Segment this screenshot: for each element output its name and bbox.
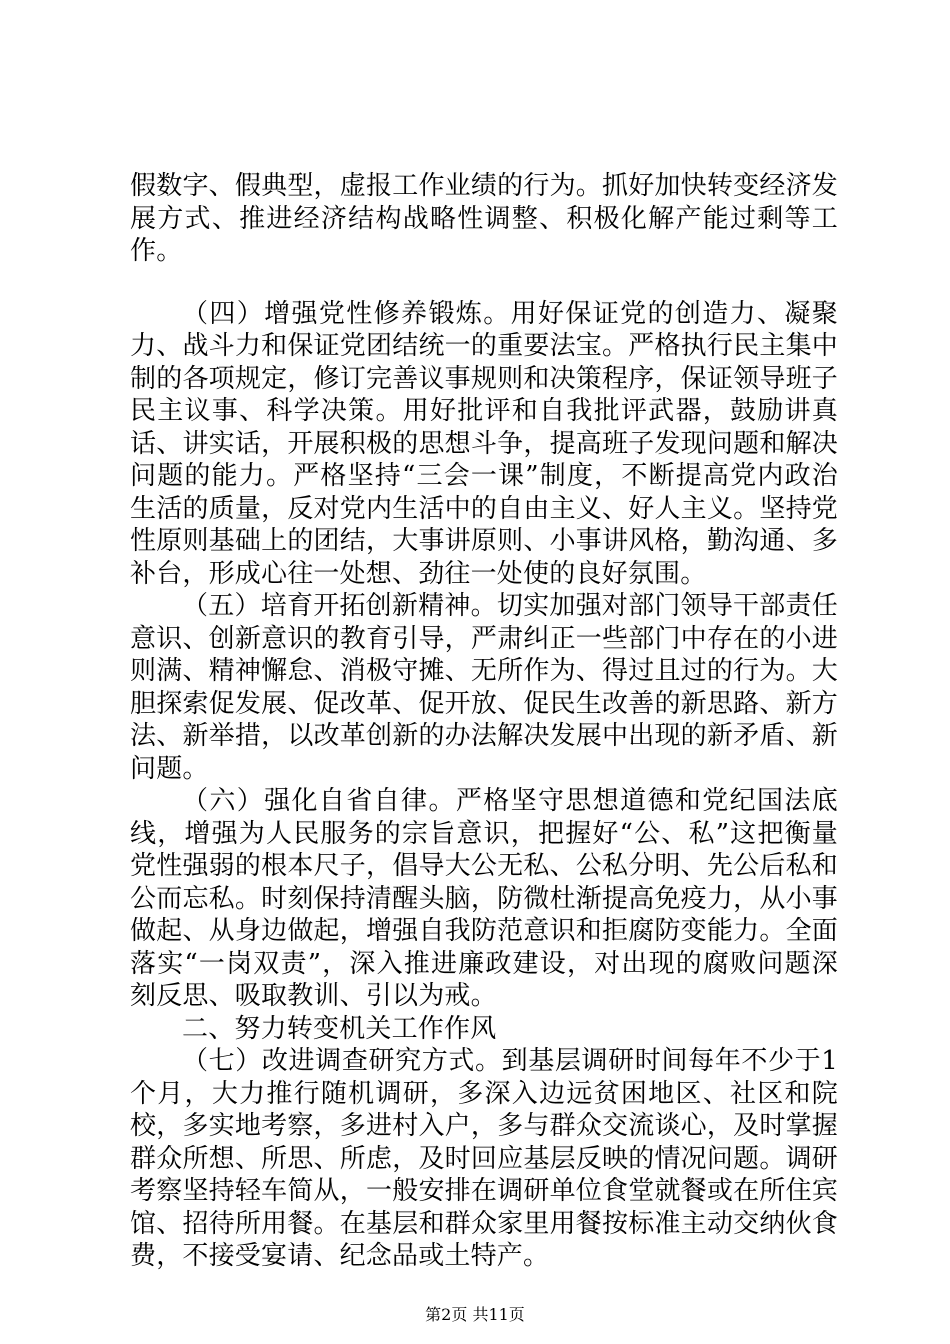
paragraph-section-6: （六）强化自省自律。严格坚守思想道德和党纪国法底线，增强为人民服务的宗旨意识，把握好“公、私”这把衡量党性强弱的根本尺子，倡导大公无私、公私分明、先公后私和公而忘私。时刻保持清醒头脑，防微杜渐提高免疫力，从小事做起、从身边做起，增强自我防范意识和拒腐防变能力。全面落实“一岗双责”，深入推进廉政建设，对出现的腐败问题深刻反思、吸取教训、引以为戒。	[130, 786, 838, 1011]
paragraph-section-5: （五）培育开拓创新精神。切实加强对部门领导干部责任意识、创新意识的教育引导，严肃纠正一些部门中存在的小进则满、精神懈怠、消极守摊、无所作为、得过且过的行为。大胆探索促发展、促改革、促开放、促民生改善的新思路、新方法、新举措，以改革创新的办法解决发展中出现的新矛盾、新问题。	[130, 591, 838, 784]
paragraph-section-4: （四）增强党性修养锻炼。用好保证党的创造力、凝聚力、战斗力和保证党团结统一的重要法宝。严格执行民主集中制的各项规定，修订完善议事规则和决策程序，保证领导班子民主议事、科学决策。用好批评和自我批评武器，鼓励讲真话、讲实话，开展积极的思想斗争，提高班子发现问题和解决问题的能力。严格坚持“三会一课”制度，不断提高党内政治生活的质量，反对党内生活中的自由主义、好人主义。坚持党性原则基础上的团结，大事讲原则、小事讲风格，勤沟通、多补台，形成心往一处想、劲往一处使的良好氛围。	[130, 298, 838, 589]
paragraph-section-7: （七）改进调查研究方式。到基层调研时间每年不少于1个月，大力推行随机调研，多深入边远贫困地区、社区和院校，多实地考察，多进村入户，多与群众交流谈心，及时掌握群众所想、所思、所虑，及时回应基层反映的情况问题。调研考察坚持轻车简从，一般安排在调研单位食堂就餐或在所住宾馆、招待所用餐。在基层和群众家里用餐按标准主动交纳伙食费，不接受宴请、纪念品或土特产。	[130, 1046, 838, 1271]
document-body	[130, 170, 838, 1273]
section-heading-2: 二、努力转变机关工作作风	[182, 1013, 497, 1044]
paragraph-continuation: 假数字、假典型，虚报工作业绩的行为。抓好加快转变经济发展方式、推进经济结构战略性调整、积极化解产能过剩等工作。	[130, 171, 838, 266]
page-number-footer: 第2页 共11页	[425, 1305, 525, 1324]
